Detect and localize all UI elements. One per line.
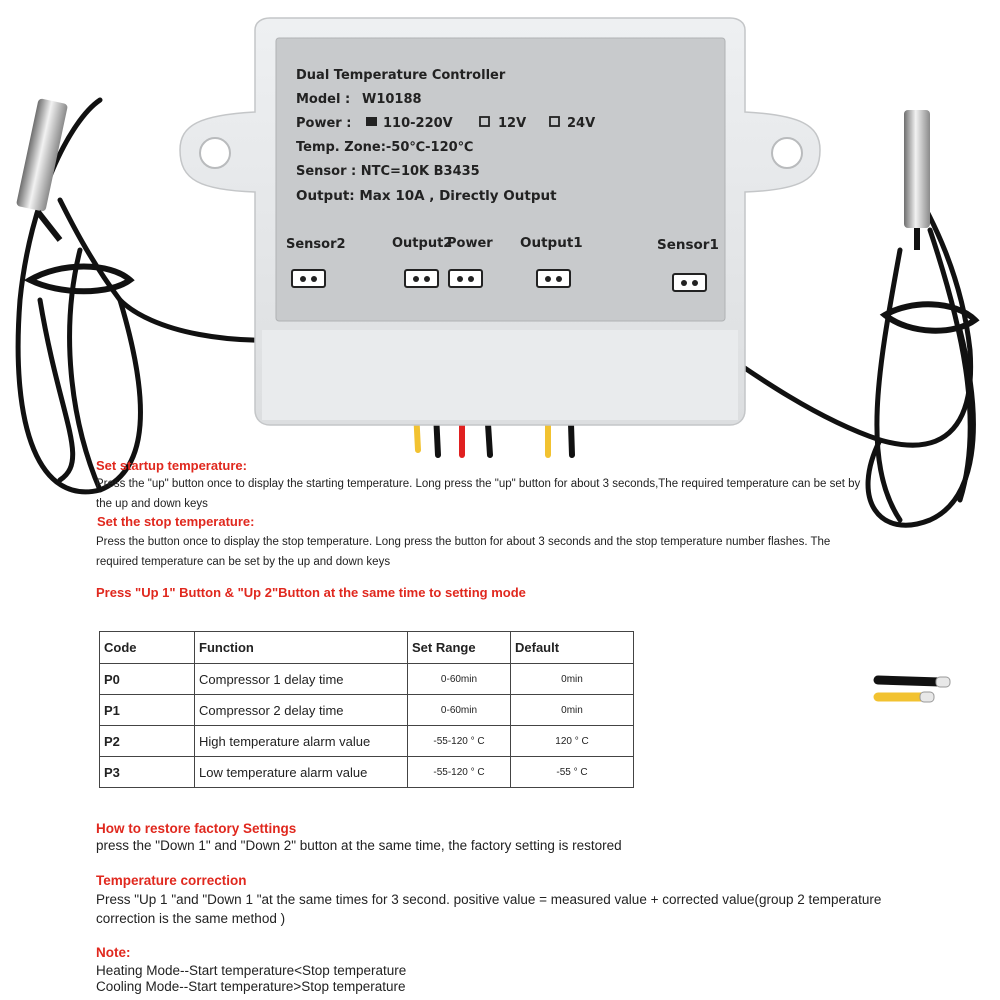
table-cell: 0min [511,664,634,695]
correction-line-1: Press "Up 1 "and "Down 1 "at the same times for 3 second. positive value = measured value + corrected value(group 2 temperature [96,892,882,907]
power-label: Power : [296,116,352,131]
power-option-12v: 12V [498,116,527,131]
table-cell: P0 [100,664,195,695]
sensor1-probe [904,110,930,250]
probe-tip-photo [878,677,950,702]
table-cell: Compressor 2 delay time [195,695,408,726]
port-label-output2: Output2 [392,236,453,251]
port-label-power: Power [447,236,493,251]
table-cell: -55 ° C [511,757,634,788]
stop-line-2: required temperature can be set by the up and down keys [96,556,391,568]
table-cell: -55-120 ° C [408,726,511,757]
table-header: Set Range [408,632,511,664]
correction-heading: Temperature correction [96,873,247,888]
restore-heading: How to restore factory Settings [96,821,297,836]
startup-line-2: the up and down keys [96,498,208,510]
setting-mode-heading: Press "Up 1" Button & "Up 2"Button at the same time to setting mode [96,585,526,600]
sensor2-probe [16,98,68,240]
sensor-spec: Sensor : NTC=10K B3435 [296,164,480,179]
table-row [100,664,634,695]
table-cell: P1 [100,695,195,726]
table-cell: 120 ° C [511,726,634,757]
note-line-1: Heating Mode--Start temperature<Stop temperature [96,963,407,978]
stop-line-1: Press the button once to display the stop temperature. Long press the button for about 3 seconds and the stop temperature number flashes. The [96,536,831,548]
table-row [100,726,634,757]
table-header-row [100,632,634,664]
table-cell: P2 [100,726,195,757]
port-label-sensor1: Sensor1 [657,237,719,253]
model-label: Model : [296,92,351,107]
table-cell: 0min [511,695,634,726]
power-option-110-220v: 110-220V [383,116,453,131]
note-heading: Note: [96,945,131,960]
table-cell: Low temperature alarm value [195,757,408,788]
table-cell: High temperature alarm value [195,726,408,757]
parameter-table [99,631,634,788]
note-line-2: Cooling Mode--Start temperature>Stop temperature [96,979,406,994]
table-header: Code [100,632,195,664]
table-cell: -55-120 ° C [408,757,511,788]
table-cell: Compressor 1 delay time [195,664,408,695]
table-cell: 0-60min [408,664,511,695]
startup-line-1: Press the "up" button once to display the starting temperature. Long press the "up" button for about 3 seconds,The required temperature can be set by [96,478,861,490]
startup-heading: Set startup temperature: [96,458,247,473]
device-title: Dual Temperature Controller [296,68,506,83]
model-value: W10188 [362,92,422,107]
port-label-sensor2: Sensor2 [286,237,346,252]
correction-line-2: correction is the same method ) [96,911,286,926]
table-row [100,757,634,788]
table-cell: 0-60min [408,695,511,726]
restore-text: press the "Down 1" and "Down 2" button at the same time, the factory setting is restored [96,838,622,853]
output-spec: Output: Max 10A , Directly Output [296,188,557,204]
table-header: Default [511,632,634,664]
temp-zone: Temp. Zone:-50℃-120℃ [296,140,474,155]
table-header: Function [195,632,408,664]
power-checkbox-checked-icon [366,117,377,126]
port-label-output1: Output1 [520,235,583,251]
table-cell: P3 [100,757,195,788]
power-option-24v: 24V [567,116,596,131]
table-row [100,695,634,726]
stop-heading: Set the stop temperature: [97,514,255,529]
